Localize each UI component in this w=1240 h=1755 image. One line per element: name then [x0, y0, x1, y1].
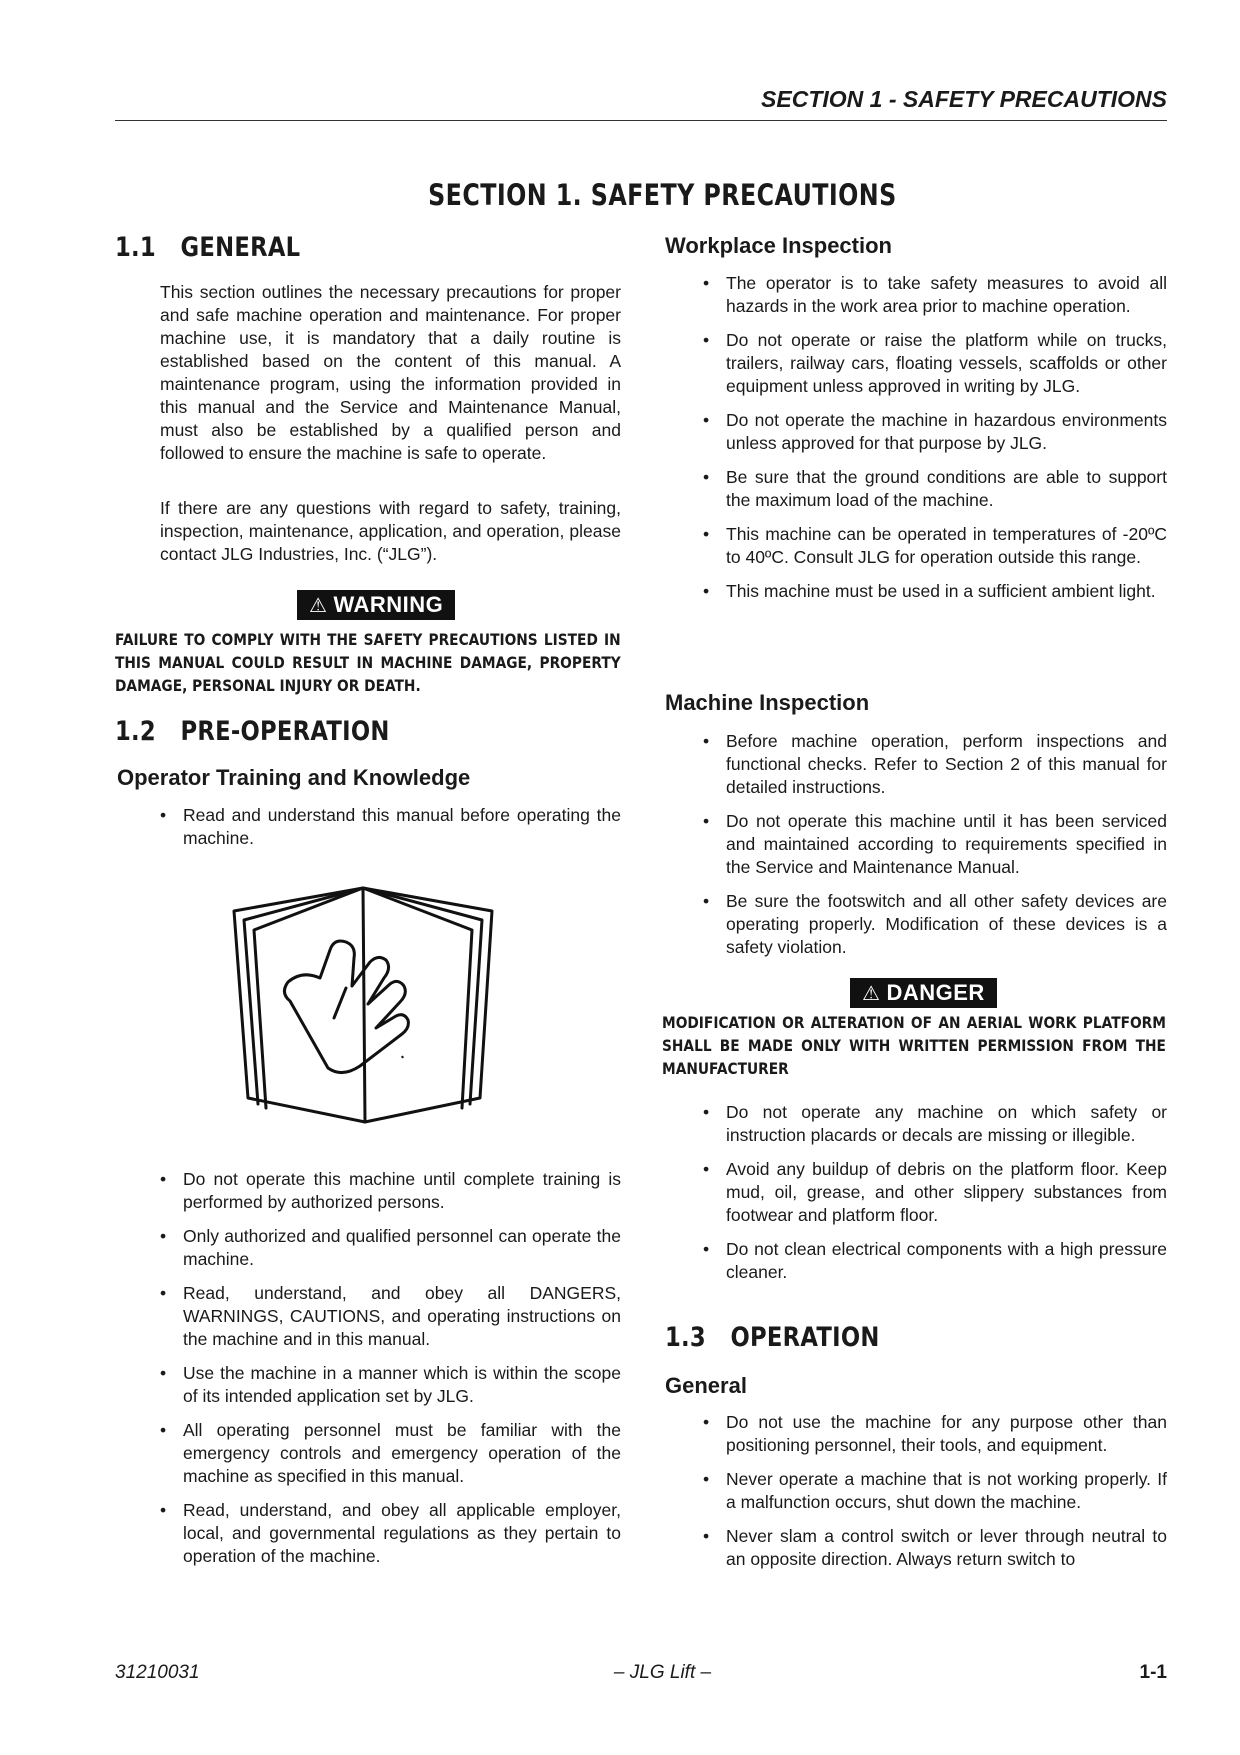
list-item: • Never operate a machine that is not working properly. If a malfunction occurs, shut down the machine. [703, 1469, 1167, 1512]
heading-text: GENERAL [180, 232, 301, 263]
heading-number: 1.2 [115, 716, 156, 747]
header-rule [115, 120, 1167, 121]
heading-text: PRE-OPERATION [180, 716, 390, 747]
list-item: • Read, understand, and obey all DANGERS, WARNINGS, CAUTIONS, and operating instructions on the machine and in this manual. [160, 1283, 621, 1349]
heading-number: 1.1 [115, 232, 156, 263]
list-item: • Do not use the machine for any purpose other than positioning personnel, their tools, and equipment. [703, 1412, 1167, 1455]
training-bullets-bottom [160, 1168, 621, 1579]
danger-bullets [703, 1101, 1167, 1295]
section-title: SECTION 1. SAFETY PRECAUTIONS [428, 178, 897, 212]
machine-inspection-bullets [703, 730, 1167, 970]
list-item: • Do not operate this machine until it has been serviced and maintained according to requirements specified in the Service and Maintenance Manual. [703, 811, 1167, 877]
danger-text: MODIFICATION OR ALTERATION OF AN AERIAL WORK PLATFORM SHALL BE MADE ONLY WITH WRITTEN PERMISSION FROM THE MANUFACTURER [662, 1013, 1166, 1078]
footer-page-number: 1-1 [1139, 1662, 1167, 1683]
operation-general-heading: General [665, 1373, 747, 1398]
list-item: • Never slam a control switch or lever through neutral to an opposite direction. Always return switch to [703, 1526, 1167, 1569]
list-item: • Do not operate this machine until complete training is performed by authorized persons. [160, 1169, 621, 1212]
list-item: • Read and understand this manual before operating the machine. [160, 805, 621, 848]
list-item: • Do not clean electrical components with a high pressure cleaner. [703, 1239, 1167, 1282]
warning-badge [297, 590, 455, 620]
heading-text: OPERATION [730, 1322, 880, 1353]
list-item: • Only authorized and qualified personnel can operate the machine. [160, 1226, 621, 1269]
list-item: • Do not operate any machine on which safety or instruction placards or decals are missing or illegible. [703, 1102, 1167, 1145]
warning-label: WARNING [333, 592, 444, 617]
operator-training-heading: Operator Training and Knowledge [117, 765, 471, 790]
open-manual-hand-icon [230, 878, 502, 1128]
running-head: SECTION 1 - SAFETY PRECAUTIONS [761, 86, 1167, 112]
workplace-bullets [703, 272, 1167, 614]
machine-inspection-heading: Machine Inspection [665, 690, 870, 715]
workplace-inspection-heading: Workplace Inspection [665, 233, 892, 258]
list-item: • All operating personnel must be familiar with the emergency controls and emergency operation of the machine as specified in this manual. [160, 1420, 621, 1486]
list-item: • Do not operate the machine in hazardous environments unless approved for that purpose by JLG. [703, 410, 1167, 453]
warning-triangle-icon: ⚠ [309, 595, 328, 617]
heading-number: 1.3 [665, 1322, 706, 1353]
operation-bullets [703, 1411, 1167, 1582]
footer-doc-number: 31210031 [115, 1662, 200, 1683]
heading-1-2 [115, 716, 390, 747]
list-item: • Before machine operation, perform inspections and functional checks. Refer to Section 2 of this manual for detailed instructions. [703, 731, 1167, 797]
danger-badge [850, 978, 997, 1008]
training-bullets-top [160, 804, 621, 861]
list-item: • Read, understand, and obey all applicable employer, local, and governmental regulations as they pertain to operation of the machine. [160, 1500, 621, 1566]
general-paragraph-1: This section outlines the necessary precautions for proper and safe machine operation and maintenance. For proper machine use, it is mandatory that a daily routine is established based on the content of this manual. A maintenance program, using the information provided in this manual and the Service and Maintenance Manual, must also be established by a qualified person and followed to ensure the machine is safe to operate. [160, 282, 621, 463]
list-item: • Do not operate or raise the platform while on trucks, trailers, railway cars, floating vessels, scaffolds or other equipment unless approved in writing by JLG. [703, 330, 1167, 396]
general-paragraph-2: If there are any questions with regard to safety, training, inspection, maintenance, application, and operation, please contact JLG Industries, Inc. (“JLG”). [160, 498, 621, 564]
list-item: • This machine must be used in a sufficient ambient light. [703, 581, 1156, 601]
list-item: • Use the machine in a manner which is within the scope of its intended application set by JLG. [160, 1363, 621, 1406]
heading-1-3 [665, 1322, 880, 1353]
footer-center: – JLG Lift – [613, 1662, 712, 1683]
list-item: • Be sure the footswitch and all other safety devices are operating properly. Modification of these devices is a safety violation. [703, 891, 1167, 957]
heading-1-1 [115, 232, 300, 263]
list-item: • This machine can be operated in temperatures of -20ºC to 40ºC. Consult JLG for operation outside this range. [703, 524, 1167, 567]
list-item: • Avoid any buildup of debris on the platform floor. Keep mud, oil, grease, and other slippery substances from footwear and platform floor. [703, 1159, 1167, 1225]
list-item: • The operator is to take safety measures to avoid all hazards in the work area prior to machine operation. [703, 273, 1167, 316]
danger-label: DANGER [886, 980, 985, 1005]
list-item: • Be sure that the ground conditions are able to support the maximum load of the machine. [703, 467, 1167, 510]
warning-text: FAILURE TO COMPLY WITH THE SAFETY PRECAUTIONS LISTED IN THIS MANUAL COULD RESULT IN MACHINE DAMAGE, PROPERTY DAMAGE, PERSONAL INJURY OR DEATH. [115, 630, 621, 695]
warning-triangle-icon: ⚠ [862, 983, 881, 1005]
